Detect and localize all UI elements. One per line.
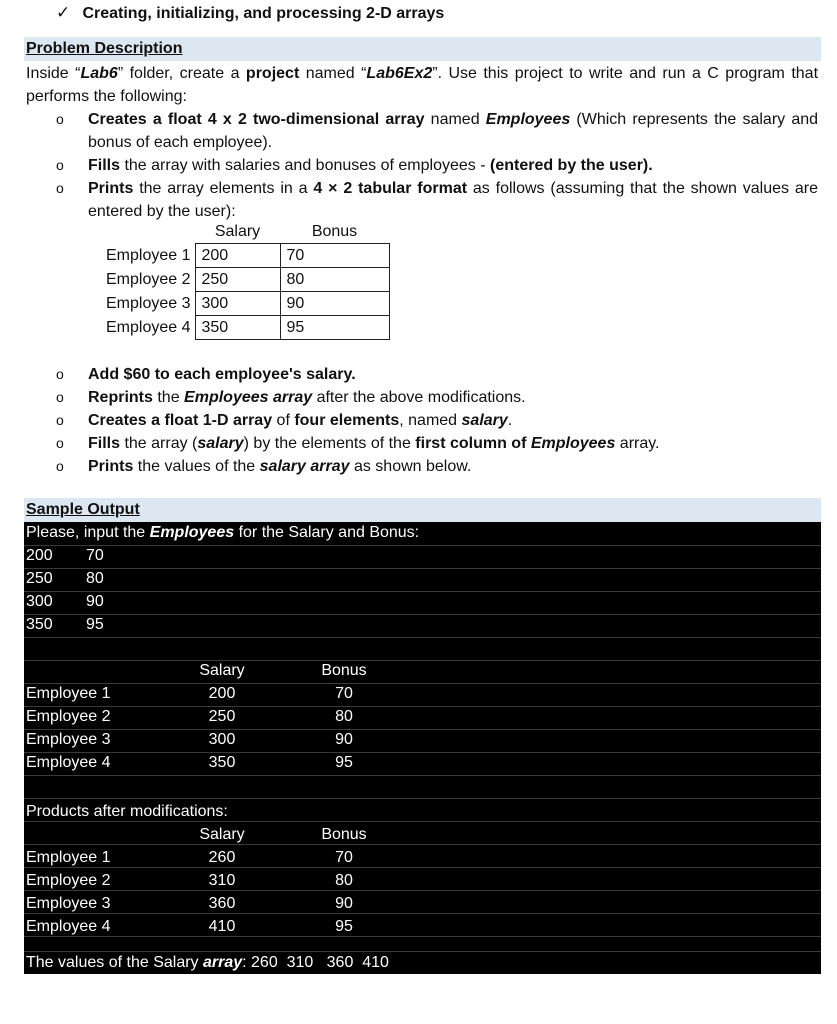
list-item: o Reprints the Employees array after the above modifications. [56, 386, 818, 409]
list-item: o Prints the array elements in a 4 × 2 tabular format as follows (assuming that the shown values are entered by the user): [56, 177, 818, 223]
input-line: 300 [26, 593, 53, 610]
output-heading: Sample Output [26, 501, 140, 518]
circle-bullet-icon: o [56, 157, 64, 173]
output-col-bonus: Bonus [321, 662, 367, 679]
table-row: Employee 4 350 95 [106, 316, 389, 340]
input-line: 350 [26, 616, 53, 633]
problem-intro: Inside “Lab6” folder, create a project named “Lab6Ex2”. Use this project to write and run a C program that performs the following: [26, 65, 819, 105]
console-output: Please, input the Employees for the Salary and Bonus: 200 70 250 80 300 90 350 95 Salary Bonus Employee 1 200 70 Employee 2 250 80 Employee 3 300 90 Employee 4 350 95 Products after modifications: Salary Bonus Employee 1 260 70 Employee 2 310 80 Employee 3 360 90 Employee 4 410 95 The values of the Salary array: 260 310 360 410 [24, 522, 821, 974]
table-row: Employee 4 [26, 754, 111, 771]
circle-bullet-icon: o [56, 111, 64, 127]
checkmark-icon: ✓ [56, 3, 71, 22]
table-row: Employee 3 [26, 895, 111, 912]
table-row: Employee 1 [26, 685, 111, 702]
list-item: o Creates a float 1-D array of four elements, named salary. [56, 409, 818, 432]
topic-title: Creating, initializing, and processing 2-D arrays [82, 5, 445, 22]
table-row: Employee 2 [26, 872, 111, 889]
table-row: Employee 3 300 90 [106, 292, 389, 316]
table-row: Employee 2 250 80 [106, 268, 389, 292]
table-row: Employee 1 [26, 849, 111, 866]
circle-bullet-icon: o [56, 389, 64, 405]
input-line: 250 [26, 570, 53, 587]
task-list-2 [56, 363, 818, 478]
table-row: Employee 4 [26, 918, 111, 935]
table-row: Employee 2 [26, 708, 111, 725]
output-col-bonus: Bonus [321, 826, 367, 843]
list-item: o Prints the values of the salary array as shown below. [56, 455, 818, 478]
output-heading-bar [24, 498, 821, 522]
problem-heading: Problem Description [26, 40, 183, 57]
sample-col-salary: Salary [214, 222, 261, 240]
list-item: o Add $60 to each employee's salary. [56, 363, 818, 386]
input-prompt: Please, input the Employees for the Salary and Bonus: [26, 524, 420, 541]
task-list-1 [56, 108, 818, 223]
circle-bullet-icon: o [56, 180, 64, 196]
list-item: o Fills the array with salaries and bonuses of employees - (entered by the user). [56, 154, 818, 177]
output-col-salary: Salary [199, 826, 245, 843]
output-col-salary: Salary [199, 662, 245, 679]
circle-bullet-icon: o [56, 458, 64, 474]
circle-bullet-icon: o [56, 366, 64, 382]
final-salary-line: The values of the Salary array: 260 310 360 410 [26, 954, 389, 971]
problem-heading-bar [24, 37, 821, 61]
table-row: Employee 1 200 70 [106, 244, 389, 268]
after-mod-label: Products after modifications: [26, 803, 228, 820]
circle-bullet-icon: o [56, 435, 64, 451]
table-row: Employee 3 [26, 731, 111, 748]
list-item: o Creates a float 4 x 2 two-dimensional array named Employees (Which represents the salary and bonus of each employee). [56, 108, 818, 154]
circle-bullet-icon: o [56, 412, 64, 428]
sample-table [106, 220, 390, 340]
list-item: o Fills the array (salary) by the elements of the first column of Employees array. [56, 432, 818, 455]
section-topic [56, 2, 444, 24]
sample-col-bonus: Bonus [311, 222, 358, 240]
input-line: 200 [26, 547, 53, 564]
